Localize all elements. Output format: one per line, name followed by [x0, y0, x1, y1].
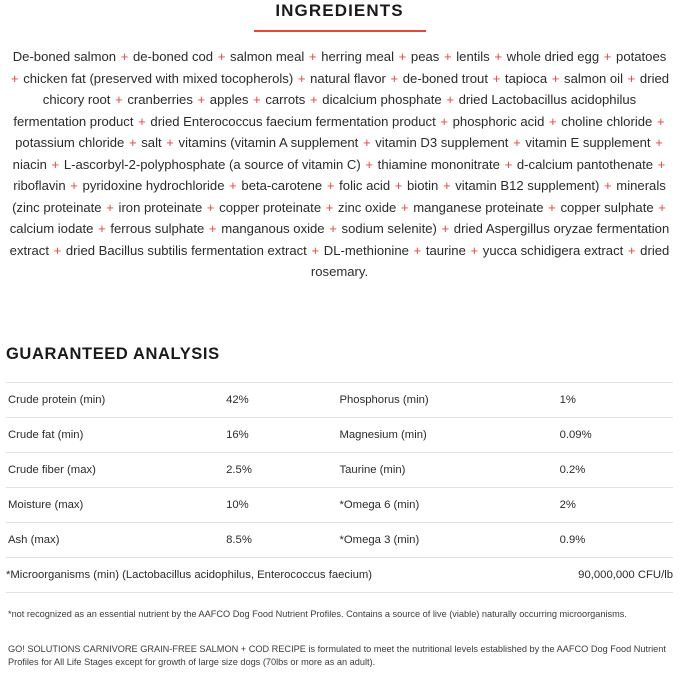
table-row [6, 522, 673, 557]
ingredient-separator-plus: + [297, 70, 306, 86]
nutrient-value: 42% [226, 382, 339, 417]
nutrient-label: Moisture (max) [6, 487, 226, 522]
ingredient-separator-plus: + [551, 70, 560, 86]
ingredient-separator-plus: + [492, 70, 501, 86]
ingredient-separator-plus: + [197, 92, 206, 107]
ingredient-separator-plus: + [208, 221, 217, 236]
ingredient-separator-plus: + [10, 70, 19, 86]
nutrient-value: 16% [226, 417, 339, 452]
nutrient-value: 0.2% [560, 452, 673, 487]
nutrient-label: Crude fat (min) [6, 417, 226, 452]
ingredient-separator-plus: + [138, 113, 146, 129]
nutrient-label: Phosphorus (min) [339, 382, 559, 417]
ingredient-separator-plus: + [310, 92, 318, 107]
ingredient-separator-plus: + [504, 156, 513, 172]
microorganisms-label: *Microorganisms (min) (Lactobacillus acidophilus, Enterococcus faecium) [6, 557, 560, 592]
ingredient-separator-plus: + [655, 135, 663, 150]
table-row [6, 417, 673, 452]
ingredient-separator-plus: + [325, 199, 334, 215]
ingredient-separator-plus: + [311, 242, 320, 258]
ingredient-separator-plus: + [98, 221, 106, 236]
ingredient-separator-plus: + [229, 178, 237, 193]
ingredients-section [0, 0, 679, 283]
ingredient-separator-plus: + [362, 135, 371, 150]
nutrient-label: Taurine (min) [339, 452, 559, 487]
guaranteed-analysis-table [6, 382, 673, 593]
ingredient-separator-plus: + [603, 49, 612, 64]
ingredient-separator-plus: + [657, 156, 666, 172]
ingredient-separator-plus: + [308, 49, 317, 64]
ingredient-separator-plus: + [70, 178, 78, 193]
ingredient-separator-plus: + [217, 49, 226, 64]
ingredient-separator-plus: + [441, 221, 450, 236]
ingredient-separator-plus: + [494, 49, 503, 64]
nutrient-value: 1% [560, 382, 673, 417]
ingredients-list-text [6, 46, 673, 283]
ingredient-separator-plus: + [329, 221, 337, 236]
ingredient-separator-plus: + [400, 199, 409, 215]
ingredients-heading: INGREDIENTS [275, 1, 404, 20]
ingredient-separator-plus: + [656, 113, 665, 129]
nutrient-value: 0.9% [560, 522, 673, 557]
heading-underline-rule [254, 30, 426, 32]
guaranteed-analysis-heading: GUARANTEED ANALYSIS [6, 344, 220, 363]
table-row [6, 452, 673, 487]
nutrient-label: Magnesium (min) [339, 417, 559, 452]
ingredient-separator-plus: + [658, 199, 666, 215]
guaranteed-analysis-section [0, 345, 679, 669]
ingredient-separator-plus: + [206, 199, 215, 215]
ingredient-separator-plus: + [365, 156, 374, 172]
nutrient-value: 10% [226, 487, 339, 522]
table-row [6, 382, 673, 417]
ingredient-separator-plus: + [470, 242, 479, 258]
guaranteed-analysis-table-body [6, 382, 673, 592]
ingredient-separator-plus: + [549, 113, 557, 129]
nutrient-value: 8.5% [226, 522, 339, 557]
ingredient-separator-plus: + [390, 70, 399, 86]
ingredient-separator-plus: + [446, 92, 454, 107]
ingredient-separator-plus: + [128, 135, 137, 150]
ingredient-separator-plus: + [326, 178, 335, 193]
footnote-text: *not recognized as an essential nutrient by the AAFCO Dog Food Nutrient Profiles. Contains a source of live (viable) naturally occurring microorganisms. [8, 608, 627, 619]
ingredient-separator-plus: + [398, 49, 407, 64]
ingredient-separator-plus: + [51, 156, 60, 172]
ingredient-separator-plus: + [120, 49, 129, 64]
ingredient-separator-plus: + [604, 178, 612, 193]
ingredient-separator-plus: + [442, 178, 451, 193]
nutrient-label: *Omega 3 (min) [339, 522, 559, 557]
table-row-microorganisms [6, 557, 673, 592]
ingredient-separator-plus: + [548, 199, 556, 215]
ingredient-separator-plus: + [53, 242, 62, 258]
nutrient-value: 0.09% [560, 417, 673, 452]
microorganisms-value: 90,000,000 CFU/lb [560, 557, 673, 592]
ingredient-separator-plus: + [513, 135, 521, 150]
ingredient-separator-plus: + [394, 178, 403, 193]
nutrient-value: 2% [560, 487, 673, 522]
nutrient-label: Ash (max) [6, 522, 226, 557]
ingredient-separator-plus: + [443, 49, 452, 64]
ingredient-separator-plus: + [106, 199, 114, 215]
ingredient-separator-plus: + [413, 242, 422, 258]
ingredient-separator-plus: + [627, 242, 636, 258]
nutrient-value: 2.5% [226, 452, 339, 487]
table-row [6, 487, 673, 522]
ingredient-separator-plus: + [440, 113, 449, 129]
ingredient-separator-plus: + [627, 70, 636, 86]
nutrient-label: *Omega 6 (min) [339, 487, 559, 522]
ingredient-separator-plus: + [166, 135, 174, 150]
nutrient-label: Crude protein (min) [6, 382, 226, 417]
ingredient-separator-plus: + [115, 92, 123, 107]
nutrient-label: Crude fiber (max) [6, 452, 226, 487]
aafco-disclaimer-text: GO! SOLUTIONS CARNIVORE GRAIN-FREE SALMON + COD RECIPE is formulated to meet the nutritional levels established by the AAFCO Dog Food Nutrient Profiles for All Life Stages except for growth of large size dogs (70lbs or more as an adult). [8, 643, 666, 667]
ingredients-raw-text: De-boned salmon + de-boned cod + salmon meal + herring meal + peas + lentils + whole dried egg + potatoes + chicken fat (preserved with mixed tocopherols) + natural flavor + de-boned trout + tapioca + salmon oil + dried chicory root + cranberries + apples + carrots + dicalcium phosphate + dried Lactobacillus acidophilus fermentation product + dried Enterococcus faecium fermentation product + phosphoric acid + choline chloride + potassium chloride + salt + vitamins (vitamin A supplement + vitamin D3 supplement + vitamin E supplement + niacin + L-ascorbyl-2-polyphosphate (a source of vitamin C) + thiamine mononitrate + d-calcium pantothenate + riboflavin + pyridoxine hydrochloride + beta-carotene + folic acid + biotin + vitamin B12 supplement) + minerals (zinc proteinate + iron proteinate + copper proteinate + zinc oxide + manganese proteinate + copper sulphate + calcium iodate + ferrous sulphate + manganous oxide + sodium selenite) + dried Aspergillus oryzae fermentation extract + dried Bacillus subtilis fermentation extract + DL-methionine + taurine + yucca schidigera extract + dried rosemary. [9, 49, 670, 279]
ingredient-separator-plus: + [253, 92, 261, 107]
